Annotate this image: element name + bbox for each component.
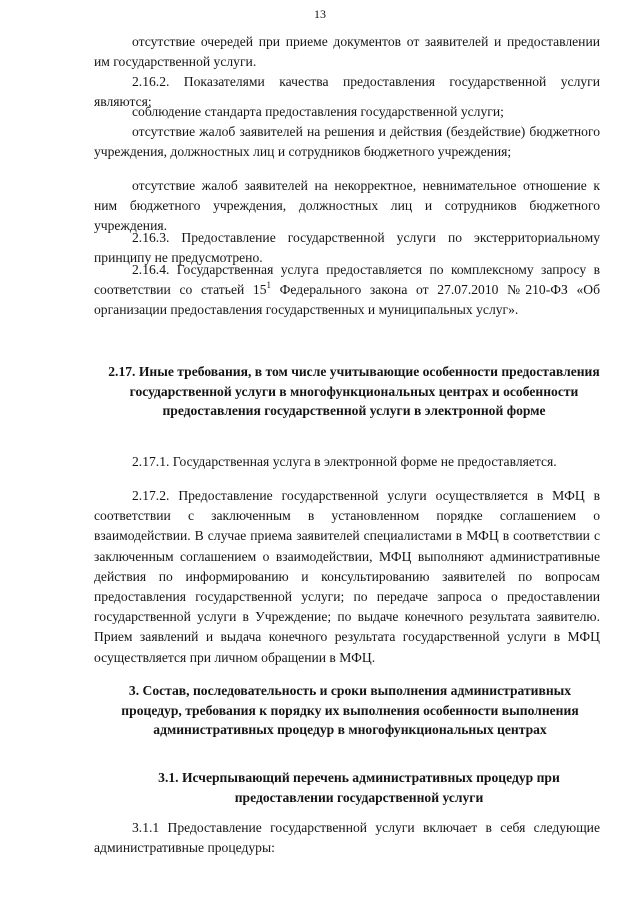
paragraph-2-17-2: 2.17.2. Предоставление государственной услуги осуществляется в МФЦ в соответствии с заключенным в установленном порядке соглашением о взаимодействии. В случае приема заявителей специалистами в МФЦ в соответствии с заключенным соглашением о взаимодействии, МФЦ выполняют административные действия по информированию и консультированию заявителей по вопросам предоставления государственной услуги; по передаче запроса о предоставлении государственной услуги в Учреждение; по выдаче конечного результата заявителю. Прием заявлений и выдача конечного результата государственной услуги в МФЦ осуществляется при личном обращении в МФЦ. xyxy=(94,488,600,665)
section-heading-3: 3. Состав, последовательность и сроки выполнения административных процедур, требования к порядку их выполнения особенности выполнения административных процедур в многофункциональных центрах xyxy=(121,683,579,738)
paragraph-2-16-3: 2.16.3. Предоставление государственной услуги по экстерриториальному принципу не предусмотрено. xyxy=(94,230,600,266)
page-number: 13 xyxy=(314,7,326,21)
article-superscript: 1 xyxy=(266,280,272,291)
paragraph-2-16-4-text-b: Федерального закона от 27.07.2010 №210-ФЗ «Об организации предоставления государственных и муниципальных услуг». xyxy=(94,282,601,318)
paragraph-2-16-4 xyxy=(94,260,600,321)
section-heading-3-1: 3.1. Исчерпывающий перечень административных процедур при предоставлении государственной услуги xyxy=(158,770,560,805)
section-heading-2-17: 2.17. Иные требования, в том числе учитывающие особенности предоставления государственной услуги в многофункциональных центрах и особенности предоставления государственной услуги в электронной форме xyxy=(108,364,600,419)
paragraph-standard-compliance: соблюдение стандарта предоставления государственной услуги; xyxy=(132,104,504,119)
paragraph-no-queues: отсутствие очередей при приеме документов от заявителей и предоставлении им государственной услуги. xyxy=(94,34,600,70)
paragraph-2-17-1: 2.17.1. Государственная услуга в электронной форме не предоставляется. xyxy=(132,454,557,469)
paragraph-2-16-2: 2.16.2. Показателями качества предоставления государственной услуги являются: xyxy=(94,74,600,110)
paragraph-no-complaints-decisions: отсутствие жалоб заявителей на решения и действия (бездействие) бюджетного учреждения, должностных лиц и сотрудников бюджетного учреждения; xyxy=(94,124,600,160)
paragraph-no-complaints-attitude: отсутствие жалоб заявителей на некорректное, невнимательное отношение к ним бюджетного учреждения, должностных лиц и сотрудников бюджетного учреждения. xyxy=(94,178,600,234)
paragraph-2-16-4-text-a: 2.16.4. Государственная услуга предоставляется по комплексному запросу в соответствии со статьей 15 xyxy=(94,262,600,298)
paragraph-3-1-1: 3.1.1 Предоставление государственной услуги включает в себя следующие административные процедуры: xyxy=(94,820,600,856)
